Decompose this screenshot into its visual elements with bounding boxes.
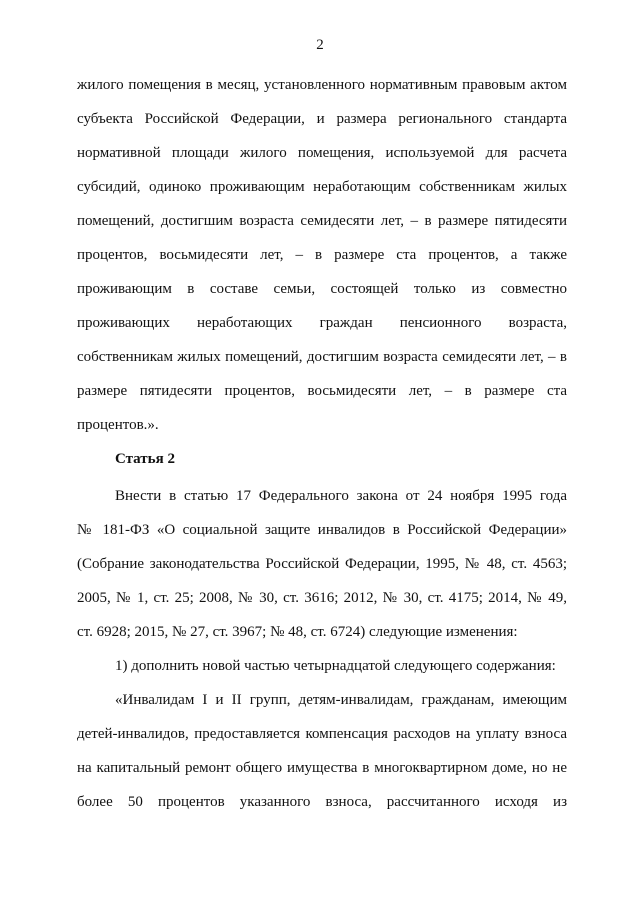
text-line: процентов, восьмидесяти лет, – в размере ста процентов, а также (77, 247, 567, 263)
text-line: проживающих неработающих граждан пенсионного возраста, (77, 315, 567, 331)
page-number: 2 (316, 37, 324, 53)
text-line: детей-инвалидов, предоставляется компенсация расходов на уплату взноса (77, 726, 567, 742)
text-line: помещений, достигшим возраста семидесяти лет, – в размере пятидесяти (77, 213, 567, 229)
text-line: Внести в статью 17 Федерального закона от 24 ноября 1995 года (115, 488, 567, 504)
text-line: более 50 процентов указанного взноса, рассчитанного исходя из (77, 794, 567, 810)
text-line: жилого помещения в месяц, установленного нормативным правовым актом (77, 77, 567, 93)
text-line: на капитальный ремонт общего имущества в многоквартирном доме, но не (77, 760, 567, 776)
text-line: 2005, № 1, ст. 25; 2008, № 30, ст. 3616; 2012, № 30, ст. 4175; 2014, № 49, (77, 590, 567, 606)
text-line: «Инвалидам I и II групп, детям-инвалидам, гражданам, имеющим (115, 692, 567, 708)
text-line: процентов.». (77, 417, 159, 433)
text-line: проживающим в составе семьи, состоящей только из совместно (77, 281, 567, 297)
list-item-1: 1) дополнить новой частью четырнадцатой следующего содержания: (115, 658, 556, 674)
text-line: субсидий, одиноко проживающим неработающим собственникам жилых (77, 179, 567, 195)
text-line: (Собрание законодательства Российской Федерации, 1995, № 48, ст. 4563; (77, 556, 567, 572)
text-line: собственникам жилых помещений, достигшим возраста семидесяти лет, – в (77, 349, 567, 365)
text-line: нормативной площади жилого помещения, используемой для расчета (77, 145, 567, 161)
text-line: размере пятидесяти процентов, восьмидесяти лет, – в размере ста (77, 383, 567, 399)
text-line: субъекта Российской Федерации, и размера регионального стандарта (77, 111, 567, 127)
text-line: ст. 6928; 2015, № 27, ст. 3967; № 48, ст. 6724) следующие изменения: (77, 624, 518, 640)
article-heading: Статья 2 (115, 451, 175, 467)
text-line: № 181-ФЗ «О социальной защите инвалидов в Российской Федерации» (77, 522, 567, 538)
